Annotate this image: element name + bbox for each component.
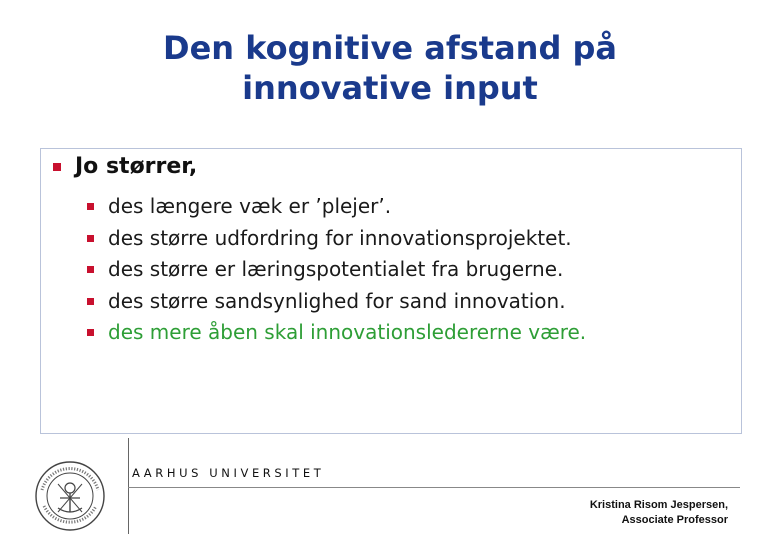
square-bullet-icon — [87, 235, 94, 242]
sub-bullet-item — [87, 254, 586, 286]
sub-bullet-item — [87, 223, 586, 255]
square-bullet-icon — [53, 163, 61, 171]
sub-bullet-text: des større udfordring for innovationsprojektet. — [108, 225, 572, 250]
sub-bullet-text: des større sandsynlighed for sand innovation. — [108, 288, 566, 313]
main-bullet-text: Jo størrer, — [75, 154, 198, 179]
slide-title-line-2: innovative input — [242, 69, 538, 107]
author-name: Kristina Risom Jespersen, — [589, 499, 728, 511]
content-box — [40, 148, 742, 434]
university-seal-logo — [34, 460, 106, 532]
square-bullet-icon — [87, 329, 94, 336]
slide-title-line-1: Den kognitive afstand på — [163, 29, 617, 67]
square-bullet-icon — [87, 203, 94, 210]
footer-divider-horizontal — [128, 487, 740, 488]
sub-bullet-item — [87, 286, 586, 318]
university-name: AARHUS UNIVERSITET — [132, 466, 325, 480]
author-title: Associate Professor — [621, 514, 728, 526]
sub-bullet-list — [87, 191, 586, 349]
sub-bullet-text: des mere åben skal innovationsledererne være. — [108, 320, 587, 344]
author-block — [590, 498, 728, 528]
sub-bullet-item — [87, 191, 586, 223]
sub-bullet-text: des større er læringspotentialet fra brugerne. — [108, 257, 564, 281]
square-bullet-icon — [87, 266, 94, 273]
slide-title — [0, 28, 780, 108]
footer-divider-vertical — [128, 438, 129, 534]
sub-bullet-text: des længere væk er ’plejer’. — [108, 194, 392, 218]
sub-bullet-item-highlighted — [87, 317, 586, 349]
main-bullet-point — [53, 149, 197, 185]
square-bullet-icon — [87, 298, 94, 305]
